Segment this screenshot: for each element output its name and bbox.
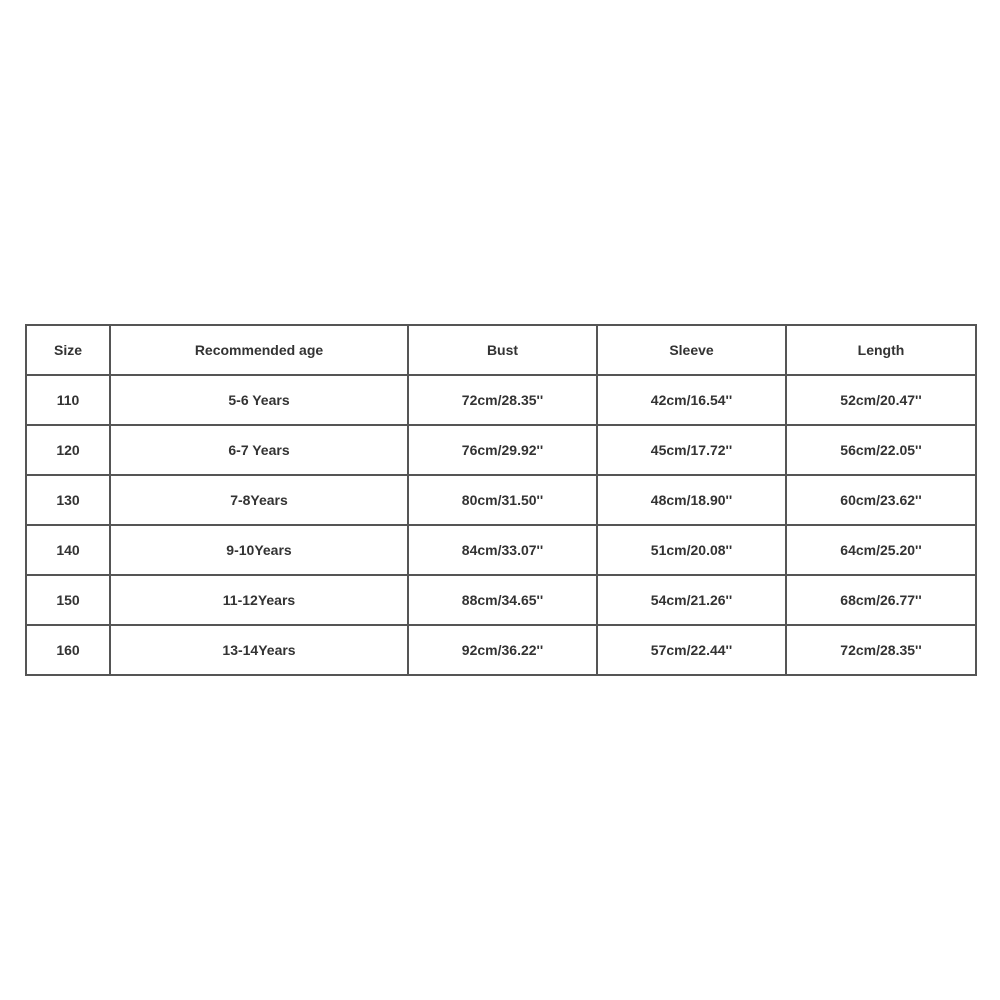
header-bust: Bust	[408, 325, 597, 375]
table-row	[26, 375, 976, 425]
cell-bust: 88cm/34.65''	[408, 575, 597, 625]
cell-size: 110	[26, 375, 110, 425]
cell-sleeve: 51cm/20.08''	[597, 525, 786, 575]
cell-size: 150	[26, 575, 110, 625]
table-header-row	[26, 325, 976, 375]
size-chart-table	[25, 324, 977, 676]
table-row	[26, 625, 976, 675]
cell-size: 160	[26, 625, 110, 675]
cell-length: 60cm/23.62''	[786, 475, 976, 525]
cell-bust: 92cm/36.22''	[408, 625, 597, 675]
cell-bust: 72cm/28.35''	[408, 375, 597, 425]
cell-length: 56cm/22.05''	[786, 425, 976, 475]
cell-size: 130	[26, 475, 110, 525]
table-row	[26, 575, 976, 625]
cell-length: 68cm/26.77''	[786, 575, 976, 625]
cell-sleeve: 54cm/21.26''	[597, 575, 786, 625]
cell-length: 64cm/25.20''	[786, 525, 976, 575]
header-length: Length	[786, 325, 976, 375]
cell-bust: 84cm/33.07''	[408, 525, 597, 575]
cell-recommended-age: 6-7 Years	[110, 425, 408, 475]
table-row	[26, 425, 976, 475]
cell-sleeve: 42cm/16.54''	[597, 375, 786, 425]
table-row	[26, 525, 976, 575]
cell-length: 72cm/28.35''	[786, 625, 976, 675]
cell-recommended-age: 5-6 Years	[110, 375, 408, 425]
table-row	[26, 475, 976, 525]
cell-sleeve: 48cm/18.90''	[597, 475, 786, 525]
cell-bust: 76cm/29.92''	[408, 425, 597, 475]
cell-length: 52cm/20.47''	[786, 375, 976, 425]
cell-sleeve: 45cm/17.72''	[597, 425, 786, 475]
header-size: Size	[26, 325, 110, 375]
cell-size: 140	[26, 525, 110, 575]
cell-sleeve: 57cm/22.44''	[597, 625, 786, 675]
cell-recommended-age: 7-8Years	[110, 475, 408, 525]
header-sleeve: Sleeve	[597, 325, 786, 375]
cell-recommended-age: 13-14Years	[110, 625, 408, 675]
cell-size: 120	[26, 425, 110, 475]
header-recommended-age: Recommended age	[110, 325, 408, 375]
cell-recommended-age: 11-12Years	[110, 575, 408, 625]
cell-bust: 80cm/31.50''	[408, 475, 597, 525]
cell-recommended-age: 9-10Years	[110, 525, 408, 575]
